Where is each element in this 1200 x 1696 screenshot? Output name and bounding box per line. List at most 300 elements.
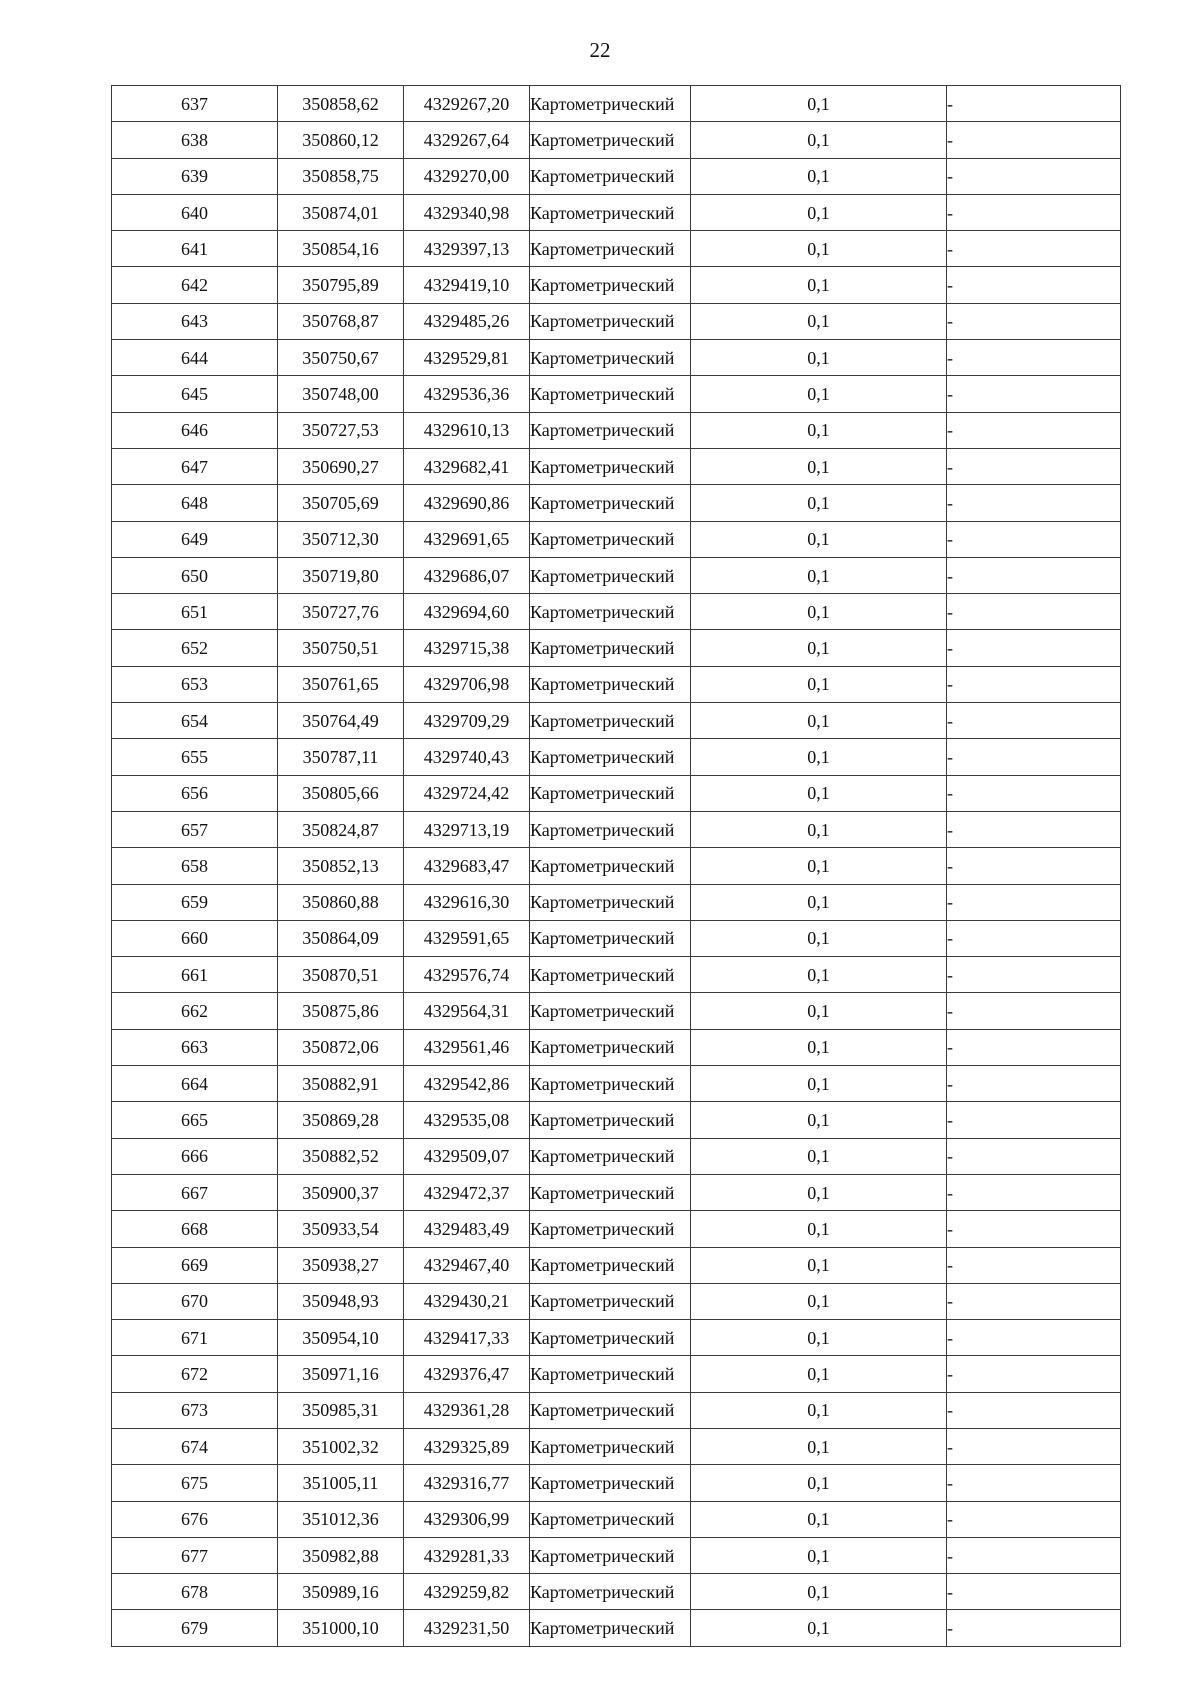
y-coordinate-cell: 4329472,37	[404, 1174, 530, 1210]
page-number: 22	[589, 38, 611, 62]
accuracy-cell: 0,1	[691, 775, 947, 811]
description-cell: -	[947, 1392, 1121, 1428]
accuracy-cell: 0,1	[691, 303, 947, 339]
description-cell: -	[947, 122, 1121, 158]
accuracy-cell: 0,1	[691, 1465, 947, 1501]
method-cell: Картометрический	[530, 194, 691, 230]
x-coordinate-cell: 350852,13	[278, 848, 404, 884]
method-cell: Картометрический	[530, 884, 691, 920]
method-cell: Картометрический	[530, 703, 691, 739]
table-row	[112, 1537, 1121, 1573]
point-number-cell: 657	[112, 811, 278, 847]
method-cell: Картометрический	[530, 848, 691, 884]
description-cell: -	[947, 884, 1121, 920]
method-cell: Картометрический	[530, 811, 691, 847]
method-cell: Картометрический	[530, 303, 691, 339]
table-row	[112, 666, 1121, 702]
method-cell: Картометрический	[530, 666, 691, 702]
x-coordinate-cell: 350854,16	[278, 231, 404, 267]
point-number-cell: 652	[112, 630, 278, 666]
x-coordinate-cell: 350727,53	[278, 412, 404, 448]
point-number-cell: 655	[112, 739, 278, 775]
table-row	[112, 231, 1121, 267]
point-number-cell: 659	[112, 884, 278, 920]
point-number-cell: 651	[112, 594, 278, 630]
y-coordinate-cell: 4329509,07	[404, 1138, 530, 1174]
description-cell: -	[947, 1428, 1121, 1464]
y-coordinate-cell: 4329564,31	[404, 993, 530, 1029]
description-cell: -	[947, 739, 1121, 775]
x-coordinate-cell: 350938,27	[278, 1247, 404, 1283]
point-number-cell: 641	[112, 231, 278, 267]
accuracy-cell: 0,1	[691, 1138, 947, 1174]
x-coordinate-cell: 350795,89	[278, 267, 404, 303]
table-row	[112, 1174, 1121, 1210]
y-coordinate-cell: 4329591,65	[404, 920, 530, 956]
table-row	[112, 521, 1121, 557]
y-coordinate-cell: 4329397,13	[404, 231, 530, 267]
y-coordinate-cell: 4329467,40	[404, 1247, 530, 1283]
description-cell: -	[947, 231, 1121, 267]
description-cell: -	[947, 1283, 1121, 1319]
point-number-cell: 653	[112, 666, 278, 702]
x-coordinate-cell: 350882,52	[278, 1138, 404, 1174]
y-coordinate-cell: 4329542,86	[404, 1066, 530, 1102]
accuracy-cell: 0,1	[691, 376, 947, 412]
method-cell: Картометрический	[530, 993, 691, 1029]
accuracy-cell: 0,1	[691, 1029, 947, 1065]
method-cell: Картометрический	[530, 1174, 691, 1210]
accuracy-cell: 0,1	[691, 884, 947, 920]
description-cell: -	[947, 485, 1121, 521]
y-coordinate-cell: 4329694,60	[404, 594, 530, 630]
point-number-cell: 670	[112, 1283, 278, 1319]
method-cell: Картометрический	[530, 1102, 691, 1138]
table-row	[112, 376, 1121, 412]
description-cell: -	[947, 557, 1121, 593]
description-cell: -	[947, 775, 1121, 811]
x-coordinate-cell: 350982,88	[278, 1537, 404, 1573]
accuracy-cell: 0,1	[691, 1574, 947, 1610]
x-coordinate-cell: 350750,67	[278, 340, 404, 376]
point-number-cell: 647	[112, 448, 278, 484]
method-cell: Картометрический	[530, 1283, 691, 1319]
description-cell: -	[947, 86, 1121, 122]
method-cell: Картометрический	[530, 158, 691, 194]
description-cell: -	[947, 666, 1121, 702]
table-row	[112, 848, 1121, 884]
x-coordinate-cell: 350748,00	[278, 376, 404, 412]
description-cell: -	[947, 594, 1121, 630]
x-coordinate-cell: 350882,91	[278, 1066, 404, 1102]
y-coordinate-cell: 4329690,86	[404, 485, 530, 521]
accuracy-cell: 0,1	[691, 1174, 947, 1210]
point-number-cell: 671	[112, 1320, 278, 1356]
point-number-cell: 676	[112, 1501, 278, 1537]
method-cell: Картометрический	[530, 1247, 691, 1283]
method-cell: Картометрический	[530, 521, 691, 557]
table-row	[112, 1428, 1121, 1464]
method-cell: Картометрический	[530, 340, 691, 376]
method-cell: Картометрический	[530, 231, 691, 267]
x-coordinate-cell: 351005,11	[278, 1465, 404, 1501]
accuracy-cell: 0,1	[691, 1356, 947, 1392]
accuracy-cell: 0,1	[691, 557, 947, 593]
y-coordinate-cell: 4329706,98	[404, 666, 530, 702]
point-number-cell: 664	[112, 1066, 278, 1102]
table-row	[112, 1356, 1121, 1392]
method-cell: Картометрический	[530, 1537, 691, 1573]
method-cell: Картометрический	[530, 739, 691, 775]
method-cell: Картометрический	[530, 630, 691, 666]
y-coordinate-cell: 4329576,74	[404, 957, 530, 993]
table-row	[112, 1465, 1121, 1501]
table-row	[112, 1283, 1121, 1319]
table-row	[112, 1392, 1121, 1428]
x-coordinate-cell: 350761,65	[278, 666, 404, 702]
description-cell: -	[947, 1211, 1121, 1247]
method-cell: Картометрический	[530, 267, 691, 303]
method-cell: Картометрический	[530, 1138, 691, 1174]
accuracy-cell: 0,1	[691, 1392, 947, 1428]
accuracy-cell: 0,1	[691, 340, 947, 376]
y-coordinate-cell: 4329361,28	[404, 1392, 530, 1428]
table-row	[112, 340, 1121, 376]
table-row	[112, 1610, 1121, 1646]
accuracy-cell: 0,1	[691, 993, 947, 1029]
x-coordinate-cell: 350971,16	[278, 1356, 404, 1392]
x-coordinate-cell: 351000,10	[278, 1610, 404, 1646]
y-coordinate-cell: 4329691,65	[404, 521, 530, 557]
description-cell: -	[947, 811, 1121, 847]
point-number-cell: 673	[112, 1392, 278, 1428]
method-cell: Картометрический	[530, 1066, 691, 1102]
x-coordinate-cell: 350864,09	[278, 920, 404, 956]
description-cell: -	[947, 1356, 1121, 1392]
x-coordinate-cell: 350705,69	[278, 485, 404, 521]
y-coordinate-cell: 4329306,99	[404, 1501, 530, 1537]
x-coordinate-cell: 350712,30	[278, 521, 404, 557]
x-coordinate-cell: 350985,31	[278, 1392, 404, 1428]
method-cell: Картометрический	[530, 1428, 691, 1464]
y-coordinate-cell: 4329535,08	[404, 1102, 530, 1138]
accuracy-cell: 0,1	[691, 594, 947, 630]
table-row	[112, 1029, 1121, 1065]
table-row	[112, 267, 1121, 303]
point-number-cell: 646	[112, 412, 278, 448]
table-row	[112, 1574, 1121, 1610]
x-coordinate-cell: 350824,87	[278, 811, 404, 847]
x-coordinate-cell: 350900,37	[278, 1174, 404, 1210]
table-row	[112, 86, 1121, 122]
description-cell: -	[947, 1320, 1121, 1356]
point-number-cell: 667	[112, 1174, 278, 1210]
y-coordinate-cell: 4329715,38	[404, 630, 530, 666]
accuracy-cell: 0,1	[691, 412, 947, 448]
table-row	[112, 412, 1121, 448]
table-row	[112, 1211, 1121, 1247]
description-cell: -	[947, 957, 1121, 993]
method-cell: Картометрический	[530, 122, 691, 158]
point-number-cell: 642	[112, 267, 278, 303]
coordinates-table	[111, 85, 1121, 1647]
table-row	[112, 557, 1121, 593]
point-number-cell: 669	[112, 1247, 278, 1283]
y-coordinate-cell: 4329485,26	[404, 303, 530, 339]
x-coordinate-cell: 350860,12	[278, 122, 404, 158]
y-coordinate-cell: 4329316,77	[404, 1465, 530, 1501]
accuracy-cell: 0,1	[691, 194, 947, 230]
y-coordinate-cell: 4329430,21	[404, 1283, 530, 1319]
description-cell: -	[947, 1247, 1121, 1283]
y-coordinate-cell: 4329561,46	[404, 1029, 530, 1065]
point-number-cell: 658	[112, 848, 278, 884]
x-coordinate-cell: 350860,88	[278, 884, 404, 920]
accuracy-cell: 0,1	[691, 158, 947, 194]
accuracy-cell: 0,1	[691, 739, 947, 775]
point-number-cell: 643	[112, 303, 278, 339]
point-number-cell: 639	[112, 158, 278, 194]
description-cell: -	[947, 303, 1121, 339]
table-row	[112, 957, 1121, 993]
table-row	[112, 594, 1121, 630]
method-cell: Картометрический	[530, 1320, 691, 1356]
description-cell: -	[947, 1501, 1121, 1537]
table-row	[112, 194, 1121, 230]
point-number-cell: 679	[112, 1610, 278, 1646]
point-number-cell: 644	[112, 340, 278, 376]
description-cell: -	[947, 1102, 1121, 1138]
accuracy-cell: 0,1	[691, 920, 947, 956]
x-coordinate-cell: 350869,28	[278, 1102, 404, 1138]
table-row	[112, 485, 1121, 521]
accuracy-cell: 0,1	[691, 666, 947, 702]
x-coordinate-cell: 350870,51	[278, 957, 404, 993]
y-coordinate-cell: 4329483,49	[404, 1211, 530, 1247]
description-cell: -	[947, 1174, 1121, 1210]
accuracy-cell: 0,1	[691, 122, 947, 158]
method-cell: Картометрический	[530, 86, 691, 122]
y-coordinate-cell: 4329270,00	[404, 158, 530, 194]
method-cell: Картометрический	[530, 376, 691, 412]
x-coordinate-cell: 350750,51	[278, 630, 404, 666]
table-row	[112, 739, 1121, 775]
coordinates-table-body	[112, 86, 1121, 1647]
accuracy-cell: 0,1	[691, 1320, 947, 1356]
point-number-cell: 672	[112, 1356, 278, 1392]
description-cell: -	[947, 376, 1121, 412]
y-coordinate-cell: 4329713,19	[404, 811, 530, 847]
point-number-cell: 650	[112, 557, 278, 593]
point-number-cell: 665	[112, 1102, 278, 1138]
table-row	[112, 920, 1121, 956]
accuracy-cell: 0,1	[691, 1102, 947, 1138]
accuracy-cell: 0,1	[691, 1537, 947, 1573]
x-coordinate-cell: 350858,62	[278, 86, 404, 122]
point-number-cell: 674	[112, 1428, 278, 1464]
description-cell: -	[947, 1465, 1121, 1501]
y-coordinate-cell: 4329740,43	[404, 739, 530, 775]
y-coordinate-cell: 4329231,50	[404, 1610, 530, 1646]
description-cell: -	[947, 1537, 1121, 1573]
y-coordinate-cell: 4329724,42	[404, 775, 530, 811]
x-coordinate-cell: 350989,16	[278, 1574, 404, 1610]
point-number-cell: 675	[112, 1465, 278, 1501]
accuracy-cell: 0,1	[691, 957, 947, 993]
y-coordinate-cell: 4329267,64	[404, 122, 530, 158]
description-cell: -	[947, 703, 1121, 739]
method-cell: Картометрический	[530, 1392, 691, 1428]
table-row	[112, 884, 1121, 920]
y-coordinate-cell: 4329686,07	[404, 557, 530, 593]
description-cell: -	[947, 848, 1121, 884]
accuracy-cell: 0,1	[691, 811, 947, 847]
x-coordinate-cell: 350872,06	[278, 1029, 404, 1065]
x-coordinate-cell: 350805,66	[278, 775, 404, 811]
point-number-cell: 656	[112, 775, 278, 811]
point-number-cell: 654	[112, 703, 278, 739]
accuracy-cell: 0,1	[691, 1283, 947, 1319]
table-row	[112, 1066, 1121, 1102]
method-cell: Картометрический	[530, 1356, 691, 1392]
method-cell: Картометрический	[530, 1029, 691, 1065]
table-row	[112, 158, 1121, 194]
table-row	[112, 1320, 1121, 1356]
y-coordinate-cell: 4329709,29	[404, 703, 530, 739]
point-number-cell: 637	[112, 86, 278, 122]
table-row	[112, 630, 1121, 666]
y-coordinate-cell: 4329417,33	[404, 1320, 530, 1356]
method-cell: Картометрический	[530, 557, 691, 593]
description-cell: -	[947, 1610, 1121, 1646]
point-number-cell: 668	[112, 1211, 278, 1247]
description-cell: -	[947, 448, 1121, 484]
point-number-cell: 666	[112, 1138, 278, 1174]
table-row	[112, 775, 1121, 811]
accuracy-cell: 0,1	[691, 1610, 947, 1646]
description-cell: -	[947, 1574, 1121, 1610]
point-number-cell: 662	[112, 993, 278, 1029]
method-cell: Картометрический	[530, 775, 691, 811]
method-cell: Картометрический	[530, 485, 691, 521]
x-coordinate-cell: 350933,54	[278, 1211, 404, 1247]
x-coordinate-cell: 350768,87	[278, 303, 404, 339]
description-cell: -	[947, 1066, 1121, 1102]
x-coordinate-cell: 350875,86	[278, 993, 404, 1029]
y-coordinate-cell: 4329536,36	[404, 376, 530, 412]
accuracy-cell: 0,1	[691, 86, 947, 122]
method-cell: Картометрический	[530, 412, 691, 448]
y-coordinate-cell: 4329340,98	[404, 194, 530, 230]
y-coordinate-cell: 4329419,10	[404, 267, 530, 303]
description-cell: -	[947, 267, 1121, 303]
table-row	[112, 1102, 1121, 1138]
point-number-cell: 640	[112, 194, 278, 230]
y-coordinate-cell: 4329376,47	[404, 1356, 530, 1392]
point-number-cell: 678	[112, 1574, 278, 1610]
method-cell: Картометрический	[530, 1211, 691, 1247]
accuracy-cell: 0,1	[691, 267, 947, 303]
accuracy-cell: 0,1	[691, 1066, 947, 1102]
table-row	[112, 1501, 1121, 1537]
table-row	[112, 1247, 1121, 1283]
point-number-cell: 661	[112, 957, 278, 993]
x-coordinate-cell: 350727,76	[278, 594, 404, 630]
x-coordinate-cell: 350948,93	[278, 1283, 404, 1319]
accuracy-cell: 0,1	[691, 1247, 947, 1283]
table-row	[112, 1138, 1121, 1174]
x-coordinate-cell: 350858,75	[278, 158, 404, 194]
method-cell: Картометрический	[530, 957, 691, 993]
y-coordinate-cell: 4329325,89	[404, 1428, 530, 1464]
description-cell: -	[947, 521, 1121, 557]
accuracy-cell: 0,1	[691, 231, 947, 267]
description-cell: -	[947, 194, 1121, 230]
accuracy-cell: 0,1	[691, 485, 947, 521]
x-coordinate-cell: 350764,49	[278, 703, 404, 739]
method-cell: Картометрический	[530, 920, 691, 956]
description-cell: -	[947, 920, 1121, 956]
point-number-cell: 660	[112, 920, 278, 956]
point-number-cell: 645	[112, 376, 278, 412]
accuracy-cell: 0,1	[691, 1501, 947, 1537]
x-coordinate-cell: 350787,11	[278, 739, 404, 775]
description-cell: -	[947, 158, 1121, 194]
description-cell: -	[947, 630, 1121, 666]
y-coordinate-cell: 4329683,47	[404, 848, 530, 884]
method-cell: Картометрический	[530, 448, 691, 484]
accuracy-cell: 0,1	[691, 1211, 947, 1247]
accuracy-cell: 0,1	[691, 703, 947, 739]
method-cell: Картометрический	[530, 1501, 691, 1537]
method-cell: Картометрический	[530, 1574, 691, 1610]
table-row	[112, 811, 1121, 847]
accuracy-cell: 0,1	[691, 521, 947, 557]
point-number-cell: 638	[112, 122, 278, 158]
description-cell: -	[947, 1029, 1121, 1065]
method-cell: Картометрический	[530, 1465, 691, 1501]
description-cell: -	[947, 340, 1121, 376]
table-row	[112, 703, 1121, 739]
accuracy-cell: 0,1	[691, 1428, 947, 1464]
x-coordinate-cell: 350719,80	[278, 557, 404, 593]
y-coordinate-cell: 4329259,82	[404, 1574, 530, 1610]
point-number-cell: 663	[112, 1029, 278, 1065]
point-number-cell: 649	[112, 521, 278, 557]
description-cell: -	[947, 412, 1121, 448]
y-coordinate-cell: 4329610,13	[404, 412, 530, 448]
y-coordinate-cell: 4329281,33	[404, 1537, 530, 1573]
method-cell: Картометрический	[530, 1610, 691, 1646]
accuracy-cell: 0,1	[691, 848, 947, 884]
point-number-cell: 648	[112, 485, 278, 521]
point-number-cell: 677	[112, 1537, 278, 1573]
x-coordinate-cell: 350690,27	[278, 448, 404, 484]
y-coordinate-cell: 4329682,41	[404, 448, 530, 484]
x-coordinate-cell: 350874,01	[278, 194, 404, 230]
accuracy-cell: 0,1	[691, 630, 947, 666]
description-cell: -	[947, 993, 1121, 1029]
y-coordinate-cell: 4329267,20	[404, 86, 530, 122]
x-coordinate-cell: 351012,36	[278, 1501, 404, 1537]
table-row	[112, 993, 1121, 1029]
table-row	[112, 303, 1121, 339]
x-coordinate-cell: 351002,32	[278, 1428, 404, 1464]
description-cell: -	[947, 1138, 1121, 1174]
table-row	[112, 448, 1121, 484]
table-row	[112, 122, 1121, 158]
method-cell: Картометрический	[530, 594, 691, 630]
